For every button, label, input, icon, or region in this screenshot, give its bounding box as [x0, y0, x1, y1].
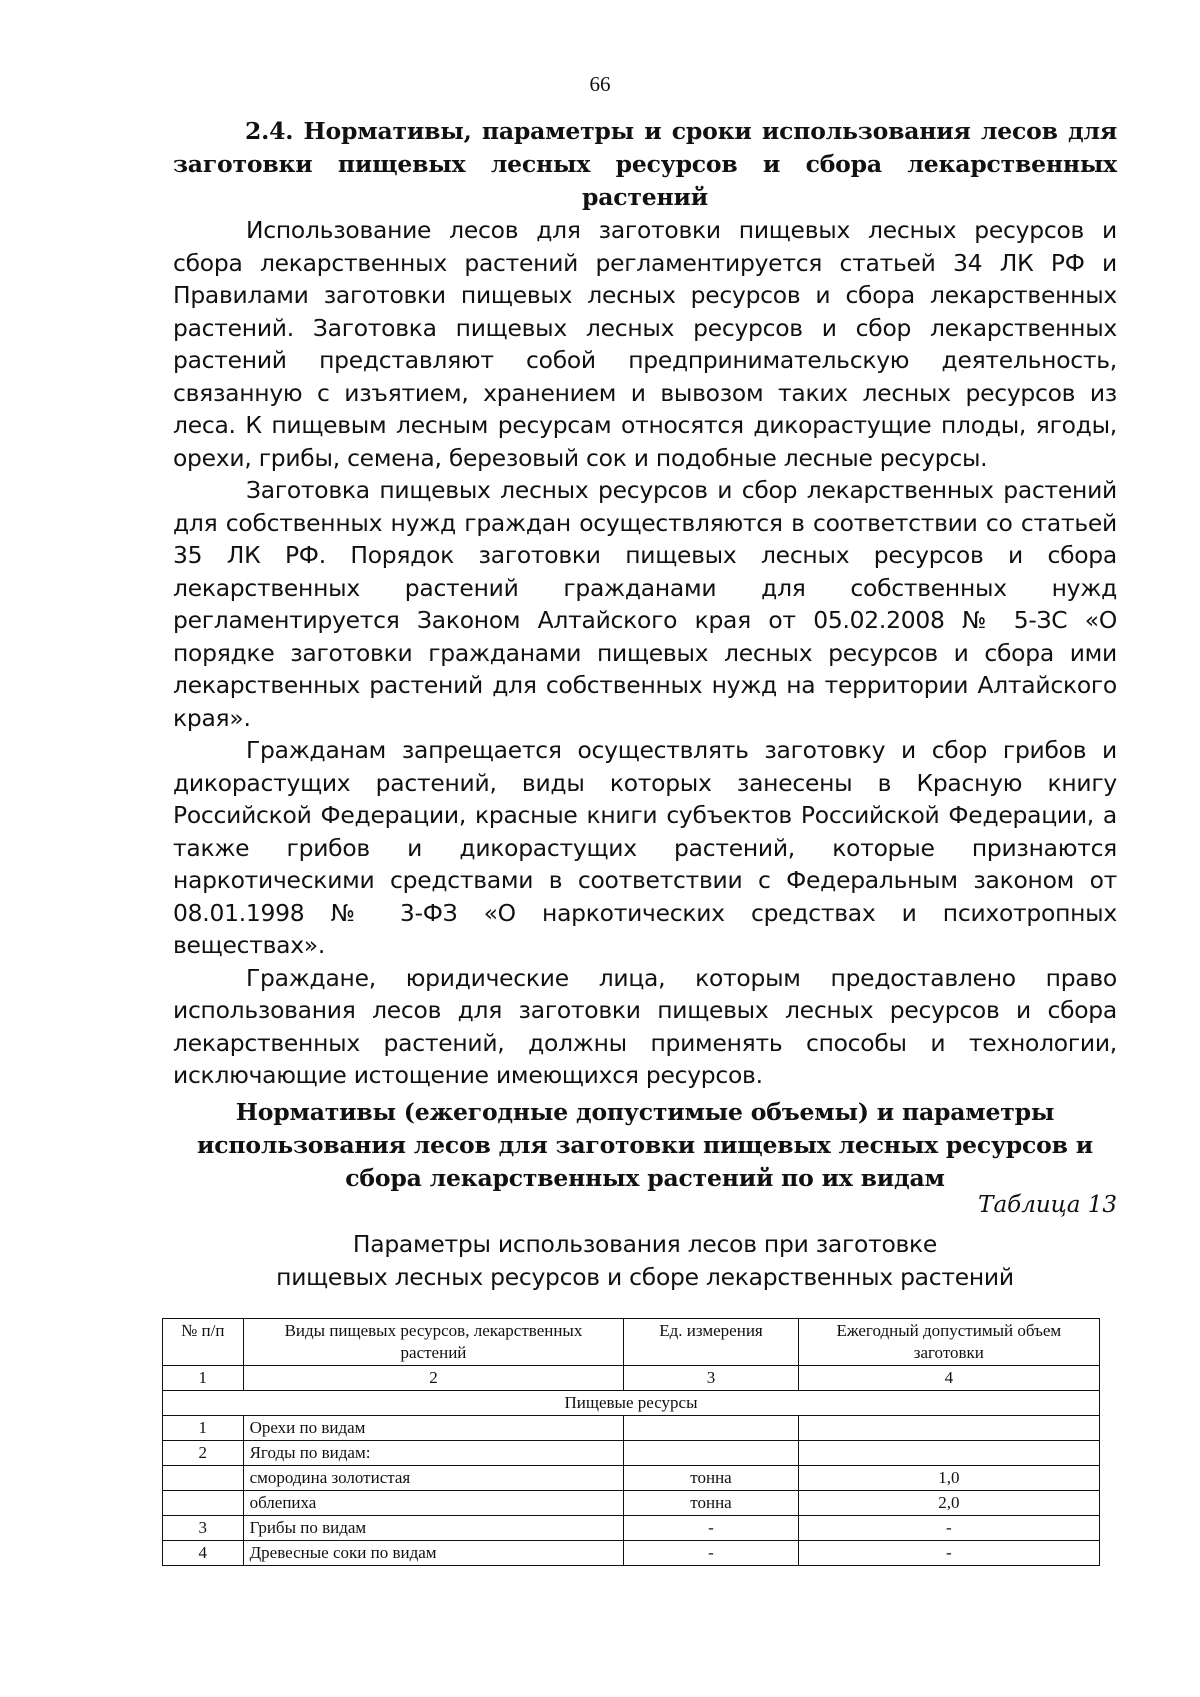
- table-row: [163, 1516, 1100, 1541]
- group-label: Пищевые ресурсы: [163, 1391, 1100, 1416]
- paragraph: Граждане, юридические лица, которым предоставлено право использования лесов для заготовки пищевых лесных ресурсов и сбора лекарственных растений, должны применять способы и технологии, исключающие истощение имеющихся ресурсов.: [173, 963, 1117, 1089]
- header-number: 4: [798, 1366, 1099, 1391]
- cell-volume: -: [798, 1541, 1099, 1566]
- table-row: [163, 1466, 1100, 1491]
- table-group-row: [163, 1391, 1100, 1416]
- paragraph: Заготовка пищевых лесных ресурсов и сбор лекарственных растений для собственных нужд граждан осуществляются в соответствии со статьей 35 ЛК РФ. Порядок заготовки пищевых лесных ресурсов и сбора лекарственных растений гражданами для собственных нужд регламентируется Законом Алтайского края от 05.02.2008 № 5-ЗС «О порядке заготовки гражданами пищевых лесных ресурсов и сбора ими лекарственных растений для собственных нужд на территории Алтайского края».: [173, 476, 1117, 732]
- table-row: [163, 1416, 1100, 1441]
- cell-unit: тонна: [624, 1466, 798, 1491]
- paragraph: Использование лесов для заготовки пищевых лесных ресурсов и сбора лекарственных растений регламентируется статьей 34 ЛК РФ и Правилами заготовки пищевых лесных ресурсов и сбора лекарственных растений. Заготовка пищевых лесных ресурсов и сбор лекарственных растений представляют собой предпринимательскую деятельность, связанную с изъятием, хранением и вывозом таких лесных ресурсов из леса. К пищевым лесным ресурсам относятся дикорастущие плоды, ягоды, орехи, грибы, семена, березовый сок и подобные лесные ресурсы.: [173, 216, 1117, 472]
- cell-name: Грибы по видам: [243, 1516, 624, 1541]
- cell-unit: -: [624, 1541, 798, 1566]
- header-number: 2: [243, 1366, 624, 1391]
- table-number: Таблица 13: [978, 1192, 1117, 1218]
- cell-name: Ягоды по видам:: [243, 1441, 624, 1466]
- header-no: № п/п: [163, 1319, 244, 1366]
- page-number: 66: [589, 72, 611, 96]
- cell-name: смородина золотистая: [243, 1466, 624, 1491]
- table-header-numbers-row: [163, 1366, 1100, 1391]
- section-title: 2.4. Нормативы, параметры и сроки использования лесов для заготовки пищевых лесных ресурсов и сбора лекарственных растений: [173, 117, 1117, 211]
- cell-unit: -: [624, 1516, 798, 1541]
- cell-volume: [798, 1416, 1099, 1441]
- cell-volume: 2,0: [798, 1491, 1099, 1516]
- cell-no: [163, 1491, 244, 1516]
- cell-unit: [624, 1441, 798, 1466]
- cell-name: облепиха: [243, 1491, 624, 1516]
- cell-name: Древесные соки по видам: [243, 1541, 624, 1566]
- cell-no: [163, 1466, 244, 1491]
- header-name: Виды пищевых ресурсов, лекарственных растений: [243, 1319, 624, 1366]
- cell-volume: -: [798, 1516, 1099, 1541]
- header-number: 1: [163, 1366, 244, 1391]
- cell-unit: тонна: [624, 1491, 798, 1516]
- table-row: [163, 1491, 1100, 1516]
- data-table: [162, 1318, 1100, 1566]
- table-caption-line: Параметры использования лесов при заготовке: [352, 1230, 938, 1258]
- cell-no: 3: [163, 1516, 244, 1541]
- table-row: [163, 1541, 1100, 1566]
- body-text: [173, 214, 1117, 1092]
- cell-name: Орехи по видам: [243, 1416, 624, 1441]
- table-header-row: [163, 1319, 1100, 1366]
- header-number: 3: [624, 1366, 798, 1391]
- cell-no: 2: [163, 1441, 244, 1466]
- table-caption-line: пищевых лесных ресурсов и сборе лекарственных растений: [276, 1262, 1014, 1291]
- cell-volume: [798, 1441, 1099, 1466]
- cell-unit: [624, 1416, 798, 1441]
- cell-no: 4: [163, 1541, 244, 1566]
- header-unit: Ед. измерения: [624, 1319, 798, 1366]
- cell-volume: 1,0: [798, 1466, 1099, 1491]
- header-volume: Ежегодный допустимый объем заготовки: [798, 1319, 1099, 1366]
- table-caption: [173, 1228, 1117, 1293]
- paragraph: Гражданам запрещается осуществлять заготовку и сбор грибов и дикорастущих растений, виды которых занесены в Красную книгу Российской Федерации, красные книги субъектов Российской Федерации, а также грибов и дикорастущих растений, которые признаются наркотическими средствами в соответствии с Федеральным законом от 08.01.1998 № 3-ФЗ «О наркотических средствах и психотропных веществах».: [173, 736, 1117, 959]
- table-row: [163, 1441, 1100, 1466]
- cell-no: 1: [163, 1416, 244, 1441]
- table-heading: Нормативы (ежегодные допустимые объемы) и параметры использования лесов для заготовки пищевых лесных ресурсов и сбора лекарственных растений по их видам: [197, 1098, 1093, 1192]
